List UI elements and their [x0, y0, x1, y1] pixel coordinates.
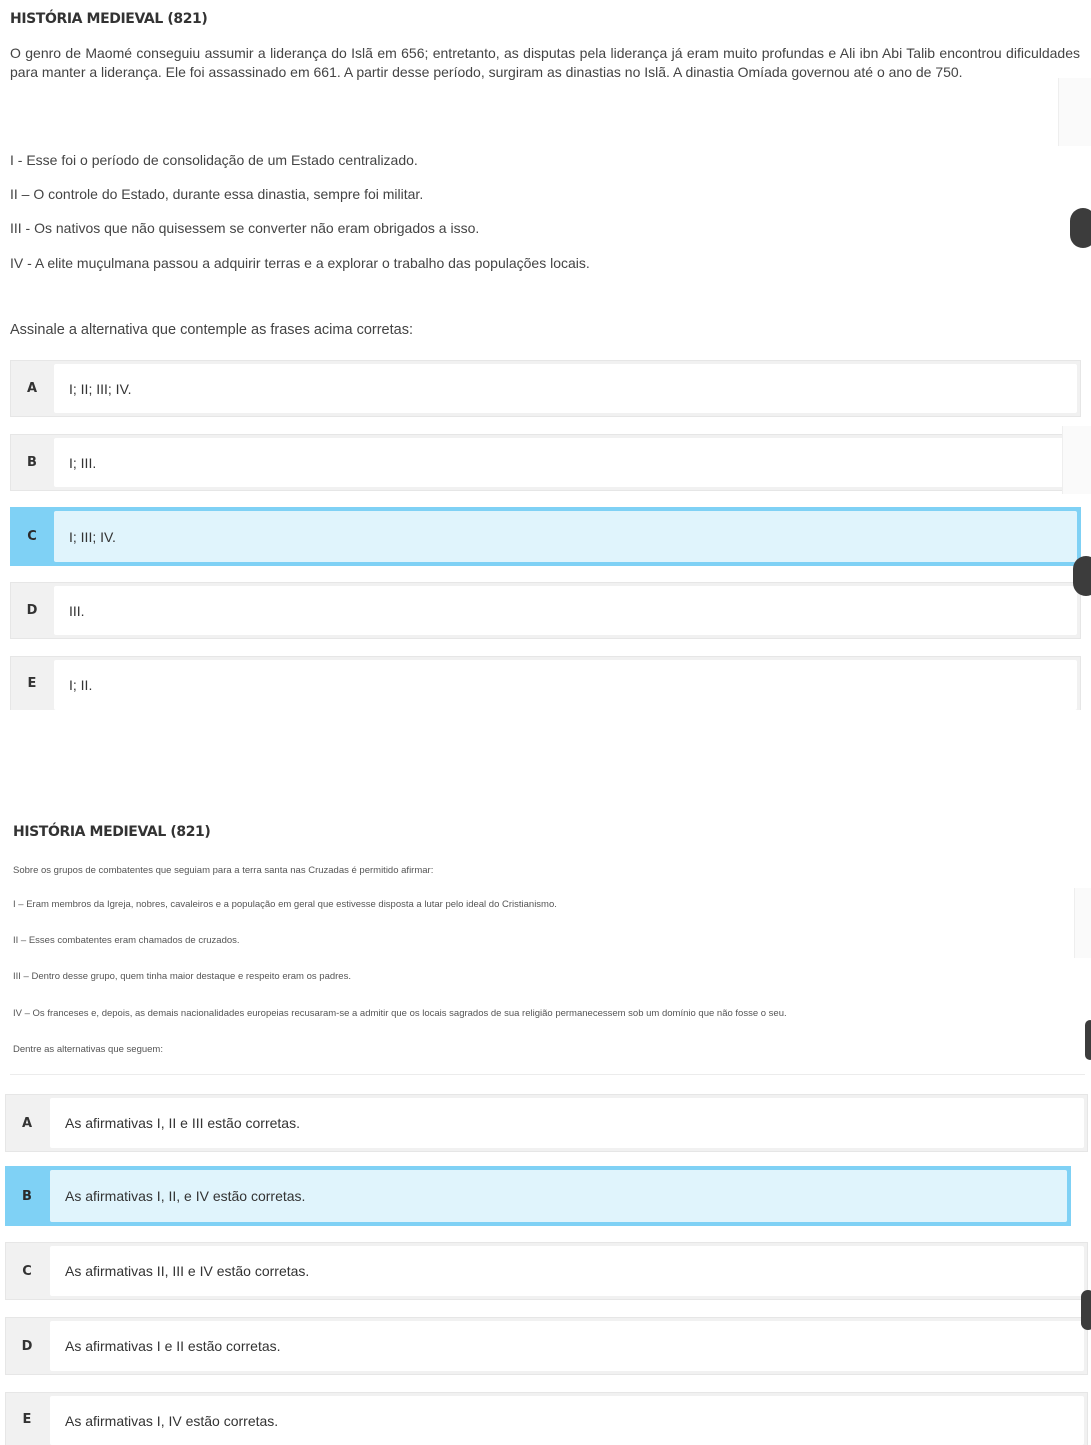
option-letter: A [21, 1115, 33, 1131]
option-text: III. [69, 602, 85, 619]
side-scroll-handle[interactable] [1070, 208, 1091, 248]
statement-i: I – Eram membros da Igreja, nobres, cavaleiros e a população em geral que estivesse disposta a lutar pelo ideal do Cristianismo. [13, 899, 557, 910]
option-letter: E [22, 1411, 32, 1427]
option-b[interactable] [10, 434, 1081, 491]
option-text: I; II. [69, 677, 93, 693]
option-e[interactable] [5, 1392, 1088, 1445]
question-stem: Sobre os grupos de combatentes que seguiam para a terra santa nas Cruzadas é permitido afirmar: [13, 865, 434, 876]
option-text: As afirmativas I, IV estão corretas. [65, 1412, 279, 1429]
option-a[interactable] [5, 1094, 1088, 1152]
option-letter: D [21, 1338, 33, 1354]
statement-iii: III - Os nativos que não quisessem se converter não eram obrigados a isso. [10, 220, 480, 236]
side-panel-fragment [1062, 426, 1091, 494]
side-scroll-handle[interactable] [1081, 1290, 1091, 1330]
option-letter: E [27, 676, 37, 691]
option-letter: B [22, 1188, 32, 1204]
question-subject: HISTÓRIA MEDIEVAL (821) [13, 824, 211, 840]
option-text: I; II; III; IV. [69, 380, 132, 397]
side-scroll-handle[interactable] [1073, 556, 1091, 596]
side-scroll-handle[interactable] [1085, 1020, 1091, 1060]
question-2 [0, 815, 1091, 1445]
statement-iv: IV - A elite muçulmana passou a adquirir terras e a explorar o trabalho das populações locais. [10, 255, 590, 271]
option-a[interactable] [10, 360, 1081, 417]
side-panel-fragment [1074, 888, 1091, 958]
option-c[interactable] [5, 1242, 1088, 1300]
option-text: As afirmativas II, III e IV estão corretas. [65, 1263, 310, 1279]
question-subject: HISTÓRIA MEDIEVAL (821) [10, 11, 208, 27]
option-letter: B [27, 455, 37, 470]
option-letter: A [26, 381, 38, 396]
option-text: As afirmativas I e II estão corretas. [65, 1338, 281, 1354]
statement-ii: II – Esses combatentes eram chamados de cruzados. [13, 935, 240, 946]
statement-i: I - Esse foi o período de consolidação de um Estado centralizado. [10, 152, 418, 168]
question-prompt: Dentre as alternativas que seguem: [13, 1044, 163, 1055]
side-panel-fragment [1058, 78, 1091, 146]
option-letter: D [26, 603, 38, 618]
question-prompt: Assinale a alternativa que contemple as frases acima corretas: [10, 322, 413, 338]
divider [10, 1074, 1085, 1075]
option-text: As afirmativas I, II, e IV estão corretas. [65, 1188, 306, 1204]
question-stem: O genro de Maomé conseguiu assumir a liderança do Islã em 656; entretanto, as disputas pela liderança já eram muito profundas e Ali ibn Abi Talib encontrou dificuldades para manter a liderança. Ele foi assassinado em 661. A partir desse período, surgiram as dinastias no Islã. A dinastia Omíada governou até o ano de 750. [10, 45, 1080, 80]
option-e[interactable] [10, 656, 1081, 710]
option-b[interactable] [5, 1166, 1071, 1226]
question-1 [0, 0, 1091, 710]
option-text: I; III. [69, 454, 97, 471]
option-text: I; III; IV. [69, 528, 116, 545]
option-d[interactable] [10, 582, 1081, 639]
statement-ii: II – O controle do Estado, durante essa dinastia, sempre foi militar. [10, 186, 424, 202]
option-letter: C [27, 529, 37, 544]
option-text: As afirmativas I, II e III estão corretas. [65, 1115, 300, 1131]
statement-iii: III – Dentro desse grupo, quem tinha maior destaque e respeito eram os padres. [13, 971, 351, 982]
option-letter: C [22, 1263, 32, 1279]
statement-iv: IV – Os franceses e, depois, as demais nacionalidades europeias recusaram-se a admitir que os locais sagrados de sua religião permanecessem sob um domínio que não fosse o seu. [13, 1008, 787, 1019]
option-c[interactable] [10, 507, 1081, 566]
option-d[interactable] [5, 1317, 1088, 1375]
